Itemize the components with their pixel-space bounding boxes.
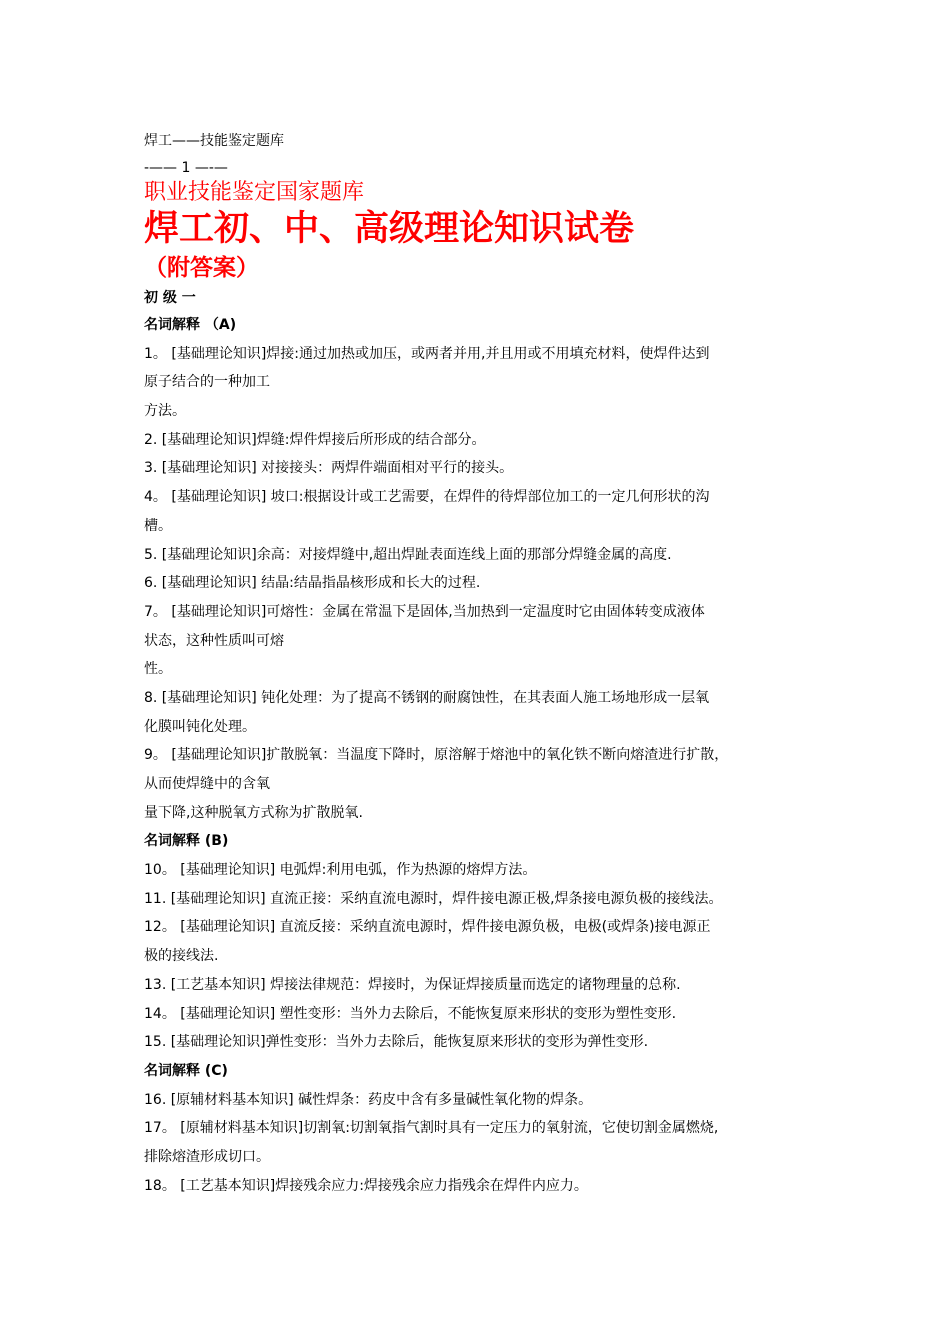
title-line-2: 焊工初、中、高级理论知识试卷 xyxy=(144,209,635,249)
text-line: 方法。 xyxy=(144,403,186,420)
text-line: 1。 [基础理论知识]焊接:通过加热或加压，或两者并用,并且用或不用填充材料，使焊件达到 xyxy=(144,345,710,362)
text-line: 12。 [基础理论知识] 直流反接：采纳直流电源时，焊件接电源负极，电极(或焊条)接电源正 xyxy=(144,919,711,936)
title-line-3: （附答案） xyxy=(144,255,259,281)
level-heading: 初 级 一 xyxy=(144,290,196,306)
text-line: 13. [工艺基本知识] 焊接法律规范：焊接时，为保证焊接质量而选定的诸物理量的总称. xyxy=(144,976,681,993)
text-line: 11. [基础理论知识] 直流正接：采纳直流电源时，焊件接电源正极,焊条接电源负极的接线法。 xyxy=(144,890,723,907)
title-line-1: 职业技能鉴定国家题库 xyxy=(144,180,365,205)
text-line: 量下降,这种脱氧方式称为扩散脱氧. xyxy=(144,804,363,821)
page-number: -—— 1 —-— xyxy=(144,160,228,176)
text-line: 槽。 xyxy=(144,517,172,534)
section-a xyxy=(144,311,824,827)
text-line: 15. [基础理论知识]弹性变形：当外力去除后，能恢复原来形状的变形为弹性变形. xyxy=(144,1034,649,1051)
text-line: 从而使焊缝中的含氧 xyxy=(144,776,270,793)
text-line: 6. [基础理论知识] 结晶:结晶指晶核形成和长大的过程. xyxy=(144,575,481,592)
section-b xyxy=(144,827,824,1057)
text-line: 16. [原辅材料基本知识] 碱性焊条：药皮中含有多量碱性氧化物的焊条。 xyxy=(144,1091,593,1108)
sections-container xyxy=(144,311,824,1200)
running-header: 焊工——技能鉴定题库 xyxy=(144,133,284,149)
text-line: 8. [基础理论知识] 钝化处理：为了提高不锈钢的耐腐蚀性，在其表面人施工场地形成一层氧 xyxy=(144,689,710,706)
text-line: 性。 xyxy=(144,661,172,678)
text-line: 14。 [基础理论知识] 塑性变形：当外力去除后，不能恢复原来形状的变形为塑性变形. xyxy=(144,1005,677,1022)
text-line: 17。 [原辅材料基本知识]切割氧:切割氧指气割时具有一定压力的氧射流，它使切割金属燃烧, xyxy=(144,1120,719,1137)
text-line: 极的接线法. xyxy=(144,948,219,965)
text-line: 2. [基础理论知识]焊缝:焊件焊接后所形成的结合部分。 xyxy=(144,431,486,448)
text-line: 排除熔渣形成切口。 xyxy=(144,1148,270,1165)
text-line: 10。 [基础理论知识] 电弧焊:利用电弧，作为热源的熔焊方法。 xyxy=(144,862,537,879)
text-line: 化膜叫钝化处理。 xyxy=(144,718,256,735)
section-heading: 名词解释 (C) xyxy=(144,1062,228,1079)
text-line: 原子结合的一种加工 xyxy=(144,374,270,391)
document-content xyxy=(144,131,824,1200)
text-line: 状态，这种性质叫可熔 xyxy=(144,632,284,649)
text-line: 18。 [工艺基本知识]焊接残余应力:焊接残余应力指残余在焊件内应力。 xyxy=(144,1177,588,1194)
text-line: 9。 [基础理论知识]扩散脱氧：当温度下降时，原溶解于熔池中的氧化铁不断向熔渣进行扩散， xyxy=(144,747,729,764)
text-line: 5. [基础理论知识]余高：对接焊缝中,超出焊趾表面连线上面的那部分焊缝金属的高度. xyxy=(144,546,672,563)
section-heading: 名词解释 （A) xyxy=(144,317,237,333)
text-line: 4。 [基础理论知识] 坡口:根据设计或工艺需要，在焊件的待焊部位加工的一定几何形状的沟 xyxy=(144,489,710,506)
text-line: 7。 [基础理论知识]可熔性：金属在常温下是固体,当加热到一定温度时它由固体转变成液体 xyxy=(144,603,705,620)
section-heading: 名词解释 (B) xyxy=(144,833,229,850)
section-c xyxy=(144,1057,824,1200)
text-line: 3. [基础理论知识] 对接接头：两焊件端面相对平行的接头。 xyxy=(144,460,514,477)
